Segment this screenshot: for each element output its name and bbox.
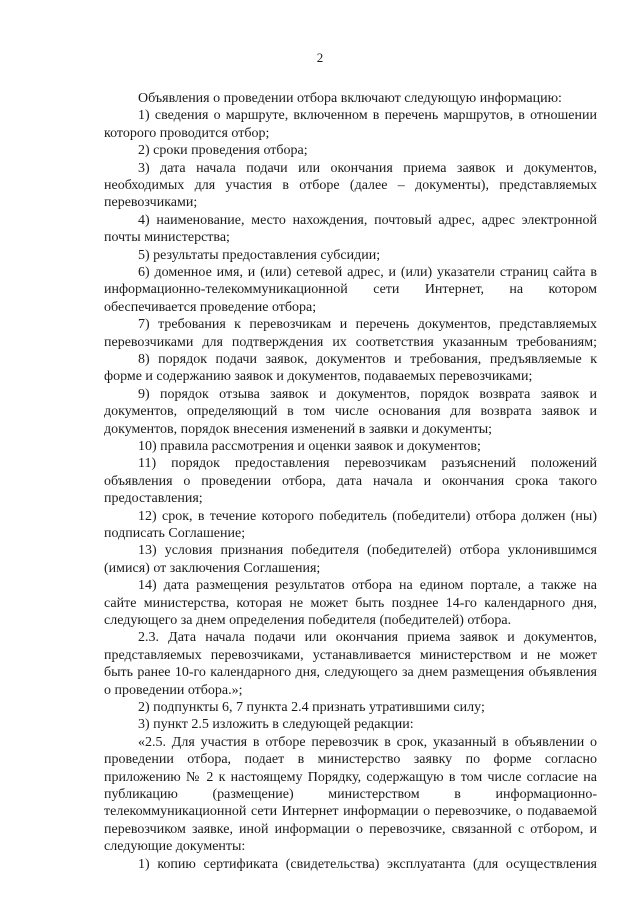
text-line: о проведении отбора.»; — [104, 682, 243, 698]
text-line: Объявления о проведении отбора включают следующую информацию: — [138, 91, 562, 106]
text-line: 14) дата размещения результатов отбора на едином портале, а также на — [138, 578, 597, 594]
text-line: (имися) от заключения Соглашения; — [104, 560, 321, 576]
text-line: 9) порядок отзыва заявок и документов, порядок возврата заявок и — [138, 386, 597, 402]
text-line: 3) дата начала подачи или окончания приема заявок и документов, — [138, 160, 597, 176]
text-line: документов, порядок внесения изменений в заявки и документы; — [104, 421, 492, 437]
text-line: 10) правила рассмотрения и оценки заявок и документов; — [138, 439, 481, 454]
text-line: приложению № 2 к настоящему Порядку, содержащую в том числе согласие на — [104, 769, 597, 785]
text-line: «2.5. Для участия в отборе перевозчик в срок, указанный в объявлении о — [138, 734, 597, 750]
text-line: проведении отбора, подает в министерство заявку по форме согласно — [104, 752, 597, 768]
text-line: сайте министерства, которая не может быть позднее 14-го календарного дня, — [104, 595, 597, 611]
text-line: перевозчиками для подтверждения их соответствия указанным требованиям; — [104, 334, 597, 350]
text-line: 8) порядок подачи заявок, документов и требования, предъявляемые к — [138, 352, 597, 367]
text-line: 2) подпункты 6, 7 пункта 2.4 признать утратившими силу; — [138, 700, 485, 715]
text-line: следующие документы: — [104, 839, 246, 855]
text-line: почты министерства; — [104, 230, 230, 246]
text-line: публикацию (размещение) министерством в информационно- — [104, 787, 597, 802]
text-line: 3) пункт 2.5 изложить в следующей редакции: — [138, 717, 414, 733]
text-line: представляемых перевозчиками, устанавливается министерством и не может — [104, 647, 597, 663]
text-line: форме и содержанию заявок и документов, подаваемых перевозчиками; — [104, 369, 533, 385]
text-line: 4) наименование, место нахождения, почтовый адрес, адрес электронной — [138, 212, 597, 228]
text-line: 2) сроки проведения отбора; — [138, 143, 308, 159]
text-line: которого проводится отбор; — [104, 125, 270, 141]
text-line: предоставления; — [104, 491, 203, 507]
text-line: информационно-телекоммуникационной сети Интернет, на котором — [104, 282, 597, 298]
text-line: 1) сведения о маршруте, включенном в перечень маршрутов, в отношении — [138, 108, 597, 124]
text-line: 2.3. Дата начала подачи или окончания приема заявок и документов, — [138, 630, 597, 646]
text-line: перевозчиками; — [104, 195, 198, 211]
text-line: необходимых для участия в отборе (далее – документы), представляемых — [104, 178, 597, 193]
text-line: 7) требования к перевозчикам и перечень документов, представляемых — [138, 317, 597, 333]
text-line: обеспечивается проведение отбора; — [104, 299, 317, 315]
text-line: следующего за днем определения победителя (победителей) отбора. — [104, 613, 512, 628]
page-number: 2 — [316, 50, 324, 65]
text-line: перевозчиком заявке, иной информации о перевозчике, связанной с отбором, и — [104, 821, 597, 837]
text-line: 5) результаты предоставления субсидии; — [138, 247, 381, 263]
text-line: 1) копию сертификата (свидетельства) эксплуатанта (для осуществления — [138, 856, 597, 872]
text-line: быть ранее 10-го календарного дня, следующего за днем размещения объявления — [104, 665, 597, 681]
text-line: объявления о проведении отбора, дата начала и окончания срока такого — [104, 473, 597, 489]
text-line: подписать Соглашение; — [104, 526, 246, 541]
text-line: 12) срок, в течение которого победитель (победители) отбора должен (ны) — [138, 508, 597, 524]
text-line: 13) условия признания победителя (победителей) отбора уклонившимся — [138, 543, 597, 559]
text-line: 11) порядок предоставления перевозчикам разъяснений положений — [138, 456, 597, 472]
text-line: документов, определяющий в том числе основания для возврата заявок и — [104, 404, 597, 420]
text-line: телекоммуникационной сети Интернет информации о перевозчике, о подаваемой — [104, 804, 597, 820]
text-line: 6) доменное имя, и (или) сетевой адрес, и (или) указатели страниц сайта в — [138, 265, 597, 280]
